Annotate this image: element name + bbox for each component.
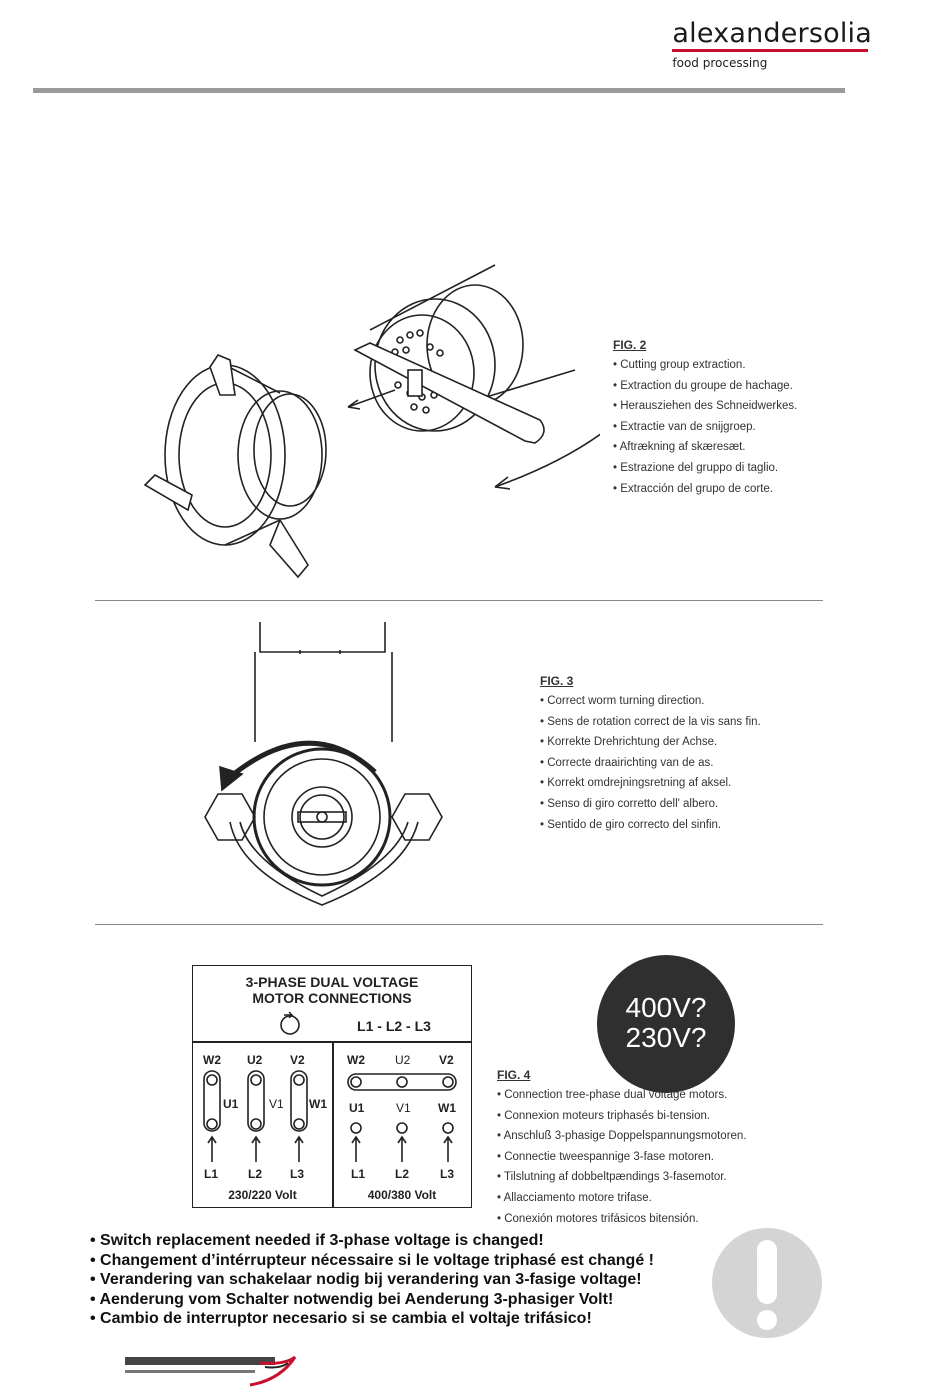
fig3-line: • Korrekt omdrejningsretning af aksel.	[540, 777, 732, 790]
fig4-line: • Connection tree-phase dual voltage motors.	[497, 1089, 728, 1101]
header-rule	[33, 88, 845, 93]
fig3-line: • Korrekte Drehrichtung der Achse.	[540, 736, 718, 749]
line-label: L3	[290, 1167, 305, 1181]
fig2-line: • Aftrækning af skæresæt.	[613, 441, 746, 454]
fig2-line: • Extractie van de snijgroep.	[613, 420, 756, 433]
warning-line: • Aenderung vom Schalter notwendig bei Aenderung 3-phasiger Volt!	[90, 1290, 614, 1308]
fig4-line: • Anschluß 3-phasige Doppelspannungsmotoren.	[497, 1130, 747, 1143]
exclamation-icon	[712, 1228, 822, 1338]
cutting-group-illustration	[130, 255, 600, 585]
fig2-line: • Extraction du groupe de hachage.	[613, 379, 793, 392]
terminal-label: V2	[290, 1053, 305, 1067]
fig2-caption	[613, 338, 797, 503]
wiring-diagram	[192, 965, 472, 1208]
section-divider	[95, 600, 823, 601]
fig4-line: • Conexión motores trifásicos bitensión.	[497, 1212, 699, 1225]
wiring-title-line2: MOTOR CONNECTIONS	[252, 990, 412, 1006]
terminal-label: W2	[203, 1053, 221, 1067]
line-label: L2	[248, 1167, 263, 1181]
phase-order: L1 - L2 - L3	[357, 1018, 431, 1034]
terminal-label: U1	[349, 1101, 365, 1115]
fig4-line: • Tilslutning af dobbeltpændings 3-fasemotor.	[497, 1171, 727, 1184]
warning-line: • Cambio de interruptor necesario si se cambia el voltaje trifásico!	[90, 1310, 592, 1328]
line-label: L3	[440, 1167, 455, 1181]
warning-line: • Switch replacement needed if 3-phase voltage is changed!	[90, 1232, 544, 1249]
terminal-label: V1	[396, 1101, 411, 1115]
terminal-label: U2	[395, 1053, 411, 1067]
terminal-label: W1	[438, 1101, 456, 1115]
fig4-caption	[497, 1068, 747, 1233]
terminal-label: U2	[247, 1053, 263, 1067]
worm-direction-illustration	[200, 622, 450, 912]
fig2-line: • Cutting group extraction.	[613, 359, 746, 371]
fig2-line: • Estrazione del gruppo di taglio.	[613, 461, 779, 474]
terminal-label: W1	[309, 1097, 327, 1111]
fig4-title: FIG. 4	[497, 1068, 531, 1082]
brand-name: alexandersolia	[672, 18, 872, 49]
fig2-title: FIG. 2	[613, 338, 647, 352]
fig3-line: • Sens de rotation correct de la vis sans fin.	[540, 715, 761, 728]
terminal-label: V2	[439, 1053, 454, 1067]
brand-logo	[672, 18, 872, 70]
fig3-line: • Correct worm turning direction.	[540, 695, 705, 707]
fig3-line: • Sentido de giro correcto del sinfin.	[540, 818, 722, 831]
fig3-caption	[540, 674, 761, 839]
section-divider	[95, 924, 823, 925]
fig2-line: • Extracción del grupo de corte.	[613, 482, 774, 495]
fig3-line: • Correcte draairichting van de as.	[540, 756, 714, 769]
fig4-line: • Connectie tweespannige 3-fase motoren.	[497, 1150, 714, 1163]
terminal-label: U1	[223, 1097, 239, 1111]
line-label: L2	[395, 1167, 410, 1181]
terminal-label: W2	[347, 1053, 365, 1067]
line-label: L1	[204, 1167, 219, 1181]
left-voltage-footer: 230/220 Volt	[228, 1188, 297, 1202]
fig3-title: FIG. 3	[540, 674, 574, 688]
fig2-line: • Herausziehen des Schneidwerkes.	[613, 400, 798, 413]
voltage-badge-line2: 230V?	[625, 1022, 707, 1053]
fig4-line: • Allacciamento motore trifase.	[497, 1191, 652, 1204]
footer-logo-graphic	[120, 1355, 310, 1388]
line-label: L1	[351, 1167, 366, 1181]
wiring-schematic	[193, 966, 471, 1206]
warning-line: • Changement d’intérrupteur nécessaire si le voltage triphasé est changé !	[90, 1251, 654, 1269]
right-voltage-footer: 400/380 Volt	[367, 1188, 437, 1202]
fig3-line: • Senso di giro corretto dell' albero.	[540, 797, 719, 810]
warning-list	[90, 1232, 654, 1330]
terminal-label: V1	[269, 1097, 284, 1111]
wiring-title-line1: 3-PHASE DUAL VOLTAGE	[245, 974, 419, 990]
brand-underline	[672, 49, 868, 52]
warning-line: • Verandering van schakelaar nodig bij verandering van 3-fasige voltage!	[90, 1271, 642, 1289]
brand-subtitle: food processing	[672, 56, 768, 70]
fig4-line: • Connexion moteurs triphasés bi-tension.	[497, 1109, 711, 1122]
voltage-badge-line1: 400V?	[625, 992, 707, 1023]
